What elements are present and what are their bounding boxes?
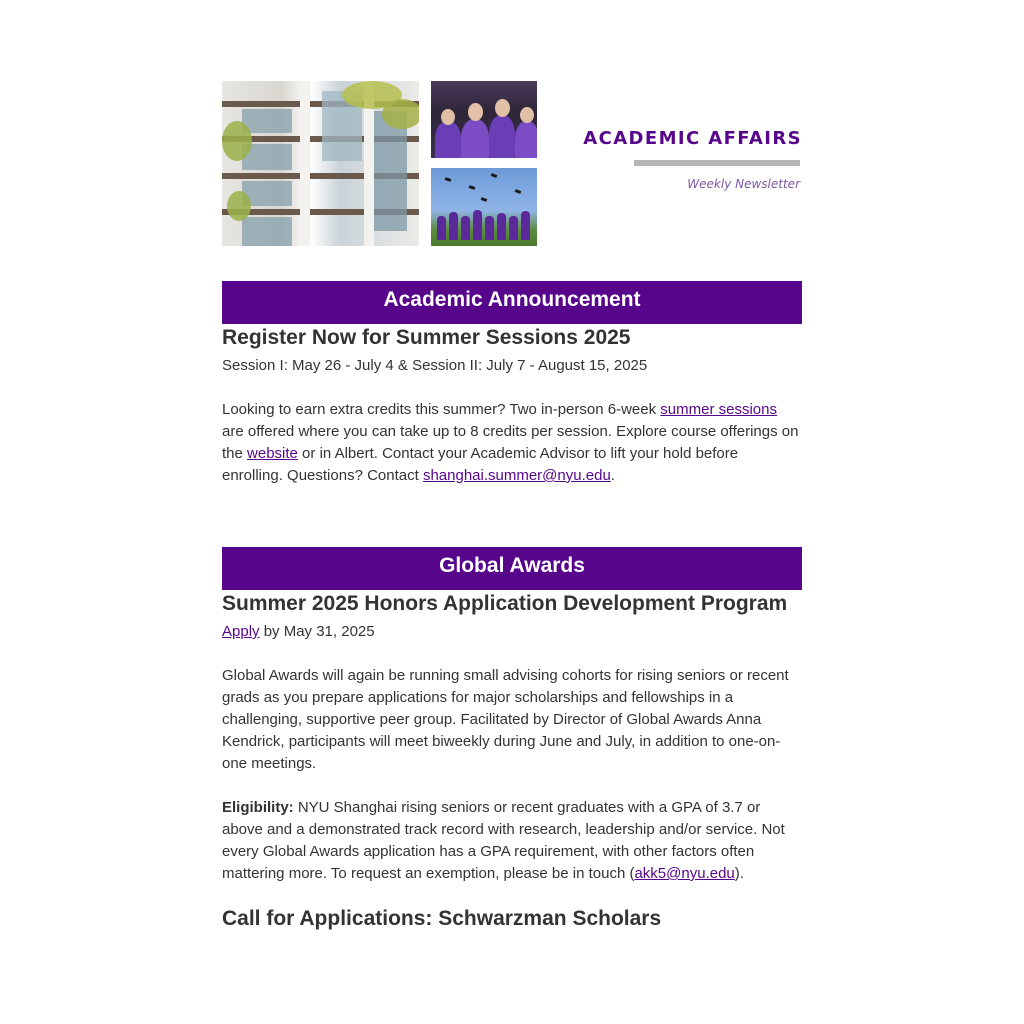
section-heading-academic-announcement: Academic Announcement [222, 281, 802, 324]
title-divider [634, 160, 800, 166]
summer-sessions-link[interactable]: summer sessions [660, 401, 777, 418]
building-photo [222, 81, 419, 246]
graduation-photo [431, 168, 537, 246]
honors-program-paragraph: Global Awards will again be running small advising cohorts for rising seniors or recent grads as you prepare applications for major scholarships and fellowships in a challenging, supportive peer group. Facilitated by Director of Global Awards Anna Kendrick, participants will meet biweekly during June and July, in addition to one-on-one meetings. [222, 667, 789, 772]
apply-link[interactable]: Apply [222, 623, 260, 640]
eligibility-label: Eligibility: [222, 799, 294, 816]
apply-deadline: Apply by May 31, 2025 [222, 623, 375, 640]
summer-sessions-paragraph: Looking to earn extra credits this summer? Two in-person 6-week summer sessions are offered where you can take up to 8 credits per session. Explore course offerings on the website or in Albert. Contact your Academic Advisor to lift your hold before enrolling. Questions? Contact shanghai.summer@nyu.edu. [222, 401, 799, 484]
header-banner [222, 80, 802, 246]
global-awards-email-link[interactable]: akk5@nyu.edu [634, 865, 735, 882]
article-title-honors-program: Summer 2025 Honors Application Development Program [222, 592, 788, 615]
newsletter-title: ACADEMIC AFFAIRS [583, 128, 802, 149]
students-photo [431, 81, 537, 158]
section-heading-global-awards: Global Awards [222, 547, 802, 590]
newsletter-body [222, 80, 802, 932]
newsletter-subtitle: Weekly Newsletter [687, 177, 800, 191]
article-title-schwarzman: Call for Applications: Schwarzman Scholars [222, 907, 662, 930]
summer-email-link[interactable]: shanghai.summer@nyu.edu [422, 467, 611, 484]
session-dates: Session I: May 26 - July 4 & Session II: July 7 - August 15, 2025 [222, 357, 648, 374]
website-link[interactable]: website [247, 445, 298, 462]
article-title-summer-sessions: Register Now for Summer Sessions 2025 [222, 326, 631, 349]
eligibility-paragraph: Eligibility: NYU Shanghai rising seniors or recent graduates with a GPA of 3.7 or above and a demonstrated track record with research, leadership and/or service. Not every Global Awards application has a GPA requirement, with other factors often mattering more. To request an exemption, please be in touch (akk5@nyu.edu). [222, 799, 785, 882]
